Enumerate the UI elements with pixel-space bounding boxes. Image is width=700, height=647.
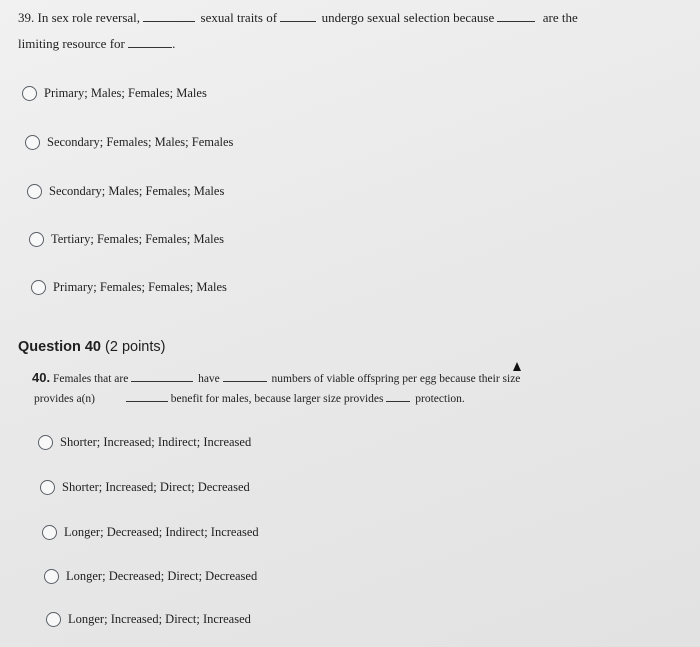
q40-header <box>18 339 165 355</box>
q39-option-2-label: Secondary; Females; Males; Females <box>47 135 234 149</box>
q40-blank-3 <box>126 391 168 402</box>
q39-text-part4: are the <box>542 10 578 25</box>
q39-option-1[interactable] <box>22 86 207 101</box>
radio-button[interactable] <box>46 612 61 627</box>
q40-option-2[interactable] <box>40 480 250 495</box>
q40-number: 40. <box>32 370 51 385</box>
q40-text-part6: protection. <box>415 393 465 405</box>
q40-option-3[interactable] <box>42 525 259 540</box>
radio-button[interactable] <box>29 232 44 247</box>
radio-button[interactable] <box>31 280 46 295</box>
q40-stem-line2 <box>34 391 465 405</box>
q40-stem-line1 <box>32 370 520 385</box>
q39-text-part6: . <box>172 36 176 51</box>
q40-option-4[interactable] <box>44 569 257 584</box>
q40-points: (2 points) <box>105 339 166 355</box>
q39-blank-3 <box>497 11 535 22</box>
q39-blank-4 <box>128 37 172 48</box>
q39-option-4-label: Tertiary; Females; Females; Males <box>51 232 225 246</box>
q40-text-part1: Females that are <box>52 373 129 385</box>
radio-button[interactable] <box>22 86 37 101</box>
q40-blank-2 <box>223 371 267 382</box>
q39-option-3[interactable] <box>27 184 224 199</box>
q40-option-1-label: Shorter; Increased; Indirect; Increased <box>60 435 252 449</box>
radio-button[interactable] <box>38 435 53 450</box>
q40-text-part4: provides a(n) <box>34 393 95 405</box>
radio-button[interactable] <box>42 525 57 540</box>
q40-option-5-label: Longer; Increased; Direct; Increased <box>68 612 251 626</box>
q40-blank-1 <box>131 371 193 382</box>
q40-text-part5: benefit for males, because larger size provides <box>170 393 384 405</box>
q39-blank-1 <box>143 11 195 22</box>
q39-option-5-label: Primary; Females; Females; Males <box>53 280 227 294</box>
q39-option-4[interactable] <box>29 232 224 247</box>
q39-stem-line2 <box>18 36 175 52</box>
q39-option-3-label: Secondary; Males; Females; Males <box>49 184 225 198</box>
q40-blank-4 <box>386 391 410 402</box>
radio-button[interactable] <box>44 569 59 584</box>
q39-text-part5: limiting resource for <box>18 36 125 51</box>
q39-stem-line1 <box>18 10 578 26</box>
q39-text-part2: sexual traits of <box>200 10 278 25</box>
q40-option-1[interactable] <box>38 435 251 450</box>
radio-button[interactable] <box>27 184 42 199</box>
q39-text-part3: undergo sexual selection because <box>321 10 495 25</box>
radio-button[interactable] <box>40 480 55 495</box>
q40-option-3-label: Longer; Decreased; Indirect; Increased <box>64 525 259 539</box>
q39-blank-2 <box>280 11 316 22</box>
q39-text-part1: 39. In sex role reversal, <box>18 10 141 25</box>
q39-option-1-label: Primary; Males; Females; Males <box>44 86 207 100</box>
q39-option-2[interactable] <box>25 135 233 150</box>
q40-title: Question 40 <box>18 339 101 355</box>
radio-button[interactable] <box>25 135 40 150</box>
q40-text-part2: have <box>198 373 220 385</box>
q40-option-2-label: Shorter; Increased; Direct; Decreased <box>62 480 250 494</box>
q40-option-4-label: Longer; Decreased; Direct; Decreased <box>66 569 258 583</box>
q39-option-5[interactable] <box>31 280 227 295</box>
q40-option-5[interactable] <box>46 612 251 627</box>
q40-text-part3: numbers of viable offspring per egg because their size <box>271 373 521 385</box>
mouse-cursor-icon <box>513 362 521 371</box>
